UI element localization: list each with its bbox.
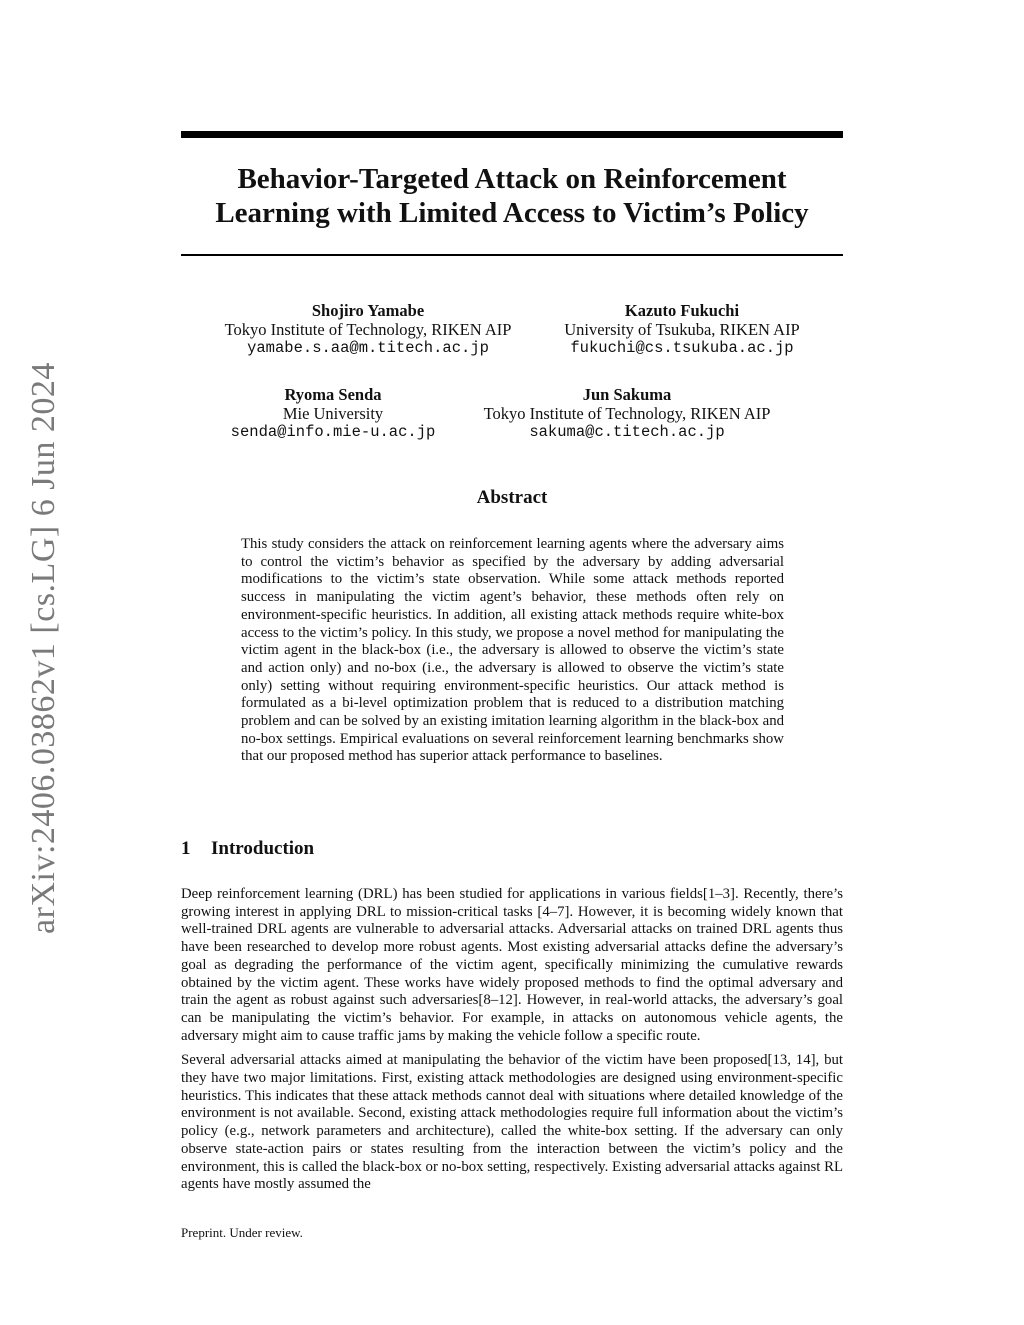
section-number: 1 [181, 838, 191, 859]
author-affiliation: Tokyo Institute of Technology, RIKEN AIP [483, 404, 771, 423]
author-name: Shojiro Yamabe [311, 301, 425, 320]
author-affiliation: Tokyo Institute of Technology, RIKEN AIP [224, 320, 512, 339]
title-bottom-rule [181, 254, 843, 256]
paragraph: Deep reinforcement learning (DRL) has been studied for applications in various fields[1–3]. Recently, there’s growing interest in applying DRL to mission-critical tasks [4–7]. However, it is becoming widely known that well-trained DRL agents are vulnerable to adversarial attacks. Adversarial attacks on trained DRL agents thus have been researched to develop more robust agents. Most existing adversarial attacks define the adversary’s goal as degrading the performance of the victim agent, specifically minimizing the cumulative rewards obtained by the victim agent. These works have widely proposed methods to find the optimal adversary and train the agent as robust against such adversaries[8–12]. However, in real-world attacks, the adversary’s goal can be manipulating the victim’s behavior. For example, in attacks on autonomous vehicle agents, the adversary might aim to cause traffic jams by making the vehicle follow a specific route. [181, 886, 843, 1044]
author-email: fukuchi@cs.tsukuba.ac.jp [570, 339, 794, 357]
author-affiliation: Mie University [282, 404, 384, 423]
section-heading [181, 838, 314, 860]
author-block [522, 301, 842, 358]
abstract-heading: Abstract [476, 487, 548, 508]
arxiv-identifier: arXiv:2406.03862v1 [cs.LG] 6 Jun 2024 [25, 362, 62, 934]
author-block [173, 385, 493, 442]
author-name: Kazuto Fukuchi [624, 301, 740, 320]
author-email: senda@info.mie-u.ac.jp [230, 423, 436, 441]
author-name: Ryoma Senda [284, 385, 382, 404]
paper-title: Behavior-Targeted Attack on Reinforcement Learning with Limited Access to Victim’s Policy [215, 163, 809, 229]
author-block [208, 301, 528, 358]
preprint-footnote: Preprint. Under review. [181, 1225, 303, 1240]
author-email: yamabe.s.aa@m.titech.ac.jp [247, 339, 489, 357]
author-email: sakuma@c.titech.ac.jp [529, 423, 725, 441]
author-name: Jun Sakuma [582, 385, 672, 404]
title-top-rule [181, 131, 843, 138]
abstract-text: This study considers the attack on reinforcement learning agents where the adversary aims to control the victim’s behavior as specified by the adversary by adding adversarial modifications to the victim’s state observation. While some attack methods reported success in manipulating the victim agent’s behavior, these methods often rely on environment-specific heuristics. In addition, all existing attack methods require white-box access to the victim’s policy. In this study, we propose a novel method for manipulating the victim agent in the black-box (i.e., the adversary is allowed to observe the victim’s state and action only) and no-box (i.e., the adversary is allowed to observe the victim’s state only) setting without requiring environment-specific heuristics. Our attack method is formulated as a bi-level optimization problem that is reduced to a distribution matching problem and can be solved by an existing imitation learning algorithm in the black-box and no-box settings. Empirical evaluations on several reinforcement learning benchmarks show that our proposed method has superior attack performance to baselines. [241, 536, 784, 765]
introduction-body [181, 886, 843, 1201]
paragraph: Several adversarial attacks aimed at manipulating the behavior of the victim have been proposed[13, 14], but they have two major limitations. First, existing attack methodologies are designed using environment-specific heuristics. This indicates that these attack methods cannot deal with situations where detailed knowledge of the environment is not available. Second, existing attack methodologies require full information about the victim’s policy (e.g., network parameters and architecture), called the white-box setting. If the adversary can only observe state-action pairs or states resulting from the interaction between the victim’s policy and the environment, this is called the black-box or no-box setting, respectively. Existing adversarial attacks against RL agents have mostly assumed the [181, 1052, 843, 1193]
section-title: Introduction [211, 838, 315, 859]
author-affiliation: University of Tsukuba, RIKEN AIP [564, 320, 800, 339]
author-block [467, 385, 787, 442]
